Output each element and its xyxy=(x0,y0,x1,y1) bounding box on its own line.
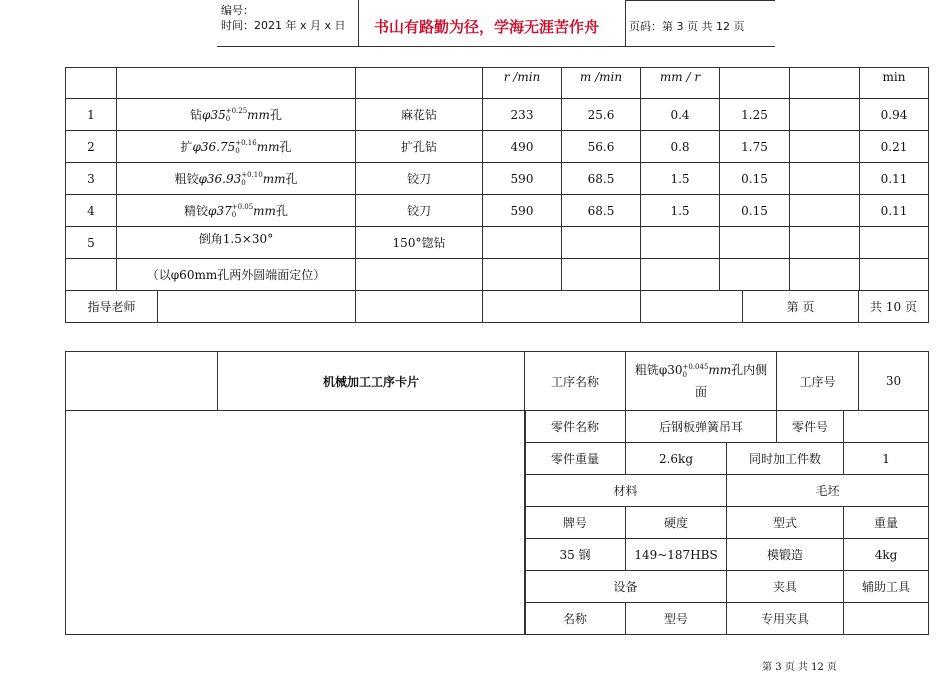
cutting-speed: 25.6 xyxy=(562,99,641,131)
step-desc xyxy=(117,99,356,131)
tol-up: +0.25 xyxy=(225,107,248,116)
part-no-label: 零件号 xyxy=(777,411,844,443)
cell xyxy=(117,68,356,99)
spindle-speed: 233 xyxy=(483,99,562,131)
cell xyxy=(720,227,790,259)
part-no xyxy=(844,411,929,443)
material-label: 材料 xyxy=(525,475,727,507)
cell xyxy=(641,227,720,259)
process-name-label: 工序名称 xyxy=(525,352,626,411)
tolerance xyxy=(226,107,247,123)
table-row xyxy=(66,227,929,259)
step-no: 2 xyxy=(66,131,117,163)
process-name-suffix: 孔内侧 xyxy=(731,363,768,377)
tolerance xyxy=(241,171,262,187)
tolerance xyxy=(683,363,709,379)
process-steps-table xyxy=(65,67,929,291)
table-row xyxy=(66,131,929,163)
equipment-model-label: 型号 xyxy=(626,603,727,635)
cell xyxy=(66,68,117,99)
header-page-info: 页码：第 3 页 共 12 页 xyxy=(629,20,745,33)
hardness-label: 硬度 xyxy=(626,507,727,539)
step-desc xyxy=(117,131,356,163)
tol-up: +0.16 xyxy=(235,139,257,148)
header-date: 时间：2021 年 x 月 x 日 xyxy=(221,19,346,32)
cutting-speed: 56.6 xyxy=(562,131,641,163)
process-name-prefix: 粗铣φ30 xyxy=(634,363,683,377)
part-weight-label: 零件重量 xyxy=(525,443,626,475)
depth: 0.15 xyxy=(720,163,790,195)
cell xyxy=(66,352,218,411)
cell xyxy=(720,68,790,99)
tool: 麻花钻 xyxy=(356,99,483,131)
cell xyxy=(356,259,483,291)
part-name: 后钢板弹簧吊耳 xyxy=(626,411,777,443)
instructor-label: 指导老师 xyxy=(66,291,158,323)
step-suffix: 孔 xyxy=(275,203,288,218)
cell xyxy=(356,68,483,99)
step-phi: φ36.93 xyxy=(198,171,242,186)
fixture-type: 专用夹具 xyxy=(727,603,844,635)
positioning-note: （以φ60mm孔两外圆端面定位） xyxy=(117,259,356,291)
table-row xyxy=(66,259,929,291)
card-title: 机械加工工序卡片 xyxy=(218,352,525,411)
equipment-label: 设备 xyxy=(525,571,727,603)
part-info-table xyxy=(524,410,929,635)
feed: 1.5 xyxy=(641,195,720,227)
tol-low: 0 xyxy=(682,370,687,379)
hardness: 149~187HBS xyxy=(626,539,727,571)
step-no: 3 xyxy=(66,163,117,195)
blank-label: 毛坯 xyxy=(727,475,929,507)
process-name-unit: mm xyxy=(708,363,732,377)
header-divider xyxy=(358,0,359,46)
grade-label: 牌号 xyxy=(525,507,626,539)
step-no: 5 xyxy=(66,227,117,259)
step-desc xyxy=(117,195,356,227)
feed: 0.8 xyxy=(641,131,720,163)
simultaneous-label: 同时加工件数 xyxy=(727,443,844,475)
fixture-label: 夹具 xyxy=(727,571,844,603)
process-no-label: 工序号 xyxy=(777,352,859,411)
header-number: 编号： xyxy=(221,4,254,17)
time: 0.94 xyxy=(860,99,929,131)
feed: 0.4 xyxy=(641,99,720,131)
step-suffix: 孔 xyxy=(279,139,292,154)
spindle-speed: 590 xyxy=(483,195,562,227)
units-row xyxy=(66,68,929,99)
page-label: 第 页 xyxy=(743,291,859,323)
step-suffix: 孔 xyxy=(285,171,298,186)
time: 0.21 xyxy=(860,131,929,163)
aux-tool-label: 辅助工具 xyxy=(844,571,929,603)
tol-up: +0.045 xyxy=(682,362,709,371)
step-prefix: 粗铰 xyxy=(174,171,199,186)
blank-type-label: 型式 xyxy=(727,507,844,539)
process-name xyxy=(626,352,777,411)
cell xyxy=(790,68,860,99)
step-desc xyxy=(117,163,356,195)
step-unit: mm xyxy=(262,171,286,186)
unit-cut-speed: m /min xyxy=(562,68,641,99)
total-pages-label: 共 10 页 xyxy=(859,291,929,323)
cell xyxy=(790,163,860,195)
tol-low: 0 xyxy=(231,211,237,220)
step-unit: mm xyxy=(256,139,280,154)
header-top-line xyxy=(625,0,775,1)
step-prefix: 扩 xyxy=(180,139,193,154)
step-no: 1 xyxy=(66,99,117,131)
header-motto: 书山有路勤为径，学海无涯苦作舟 xyxy=(374,18,600,36)
cell xyxy=(562,227,641,259)
header-divider xyxy=(625,0,626,46)
step-unit: mm xyxy=(253,203,276,218)
process-name-suffix2: 面 xyxy=(694,385,707,399)
cell xyxy=(790,131,860,163)
process-steps-footer xyxy=(65,290,929,323)
step-unit: mm xyxy=(247,107,270,122)
spindle-speed: 490 xyxy=(483,131,562,163)
cell xyxy=(790,195,860,227)
tolerance xyxy=(235,139,256,155)
step-phi: φ36.75 xyxy=(192,139,236,154)
tol-low: 0 xyxy=(235,147,240,156)
unit-feed: mm / r xyxy=(641,68,720,99)
tolerance xyxy=(232,203,253,219)
tol-low: 0 xyxy=(241,179,246,188)
cell xyxy=(790,99,860,131)
cell xyxy=(641,259,720,291)
header-bottom-line xyxy=(217,46,775,47)
cell xyxy=(483,259,562,291)
blank-type: 模锻造 xyxy=(727,539,844,571)
part-name-label: 零件名称 xyxy=(525,411,626,443)
table-row xyxy=(66,163,929,195)
tol-up: +0.10 xyxy=(241,171,263,180)
cutting-speed: 68.5 xyxy=(562,163,641,195)
part-weight: 2.6kg xyxy=(626,443,727,475)
cell xyxy=(641,291,743,323)
cell xyxy=(483,291,641,323)
tool: 150°锪钻 xyxy=(356,227,483,259)
simultaneous-count: 1 xyxy=(844,443,929,475)
unit-speed: r /min xyxy=(483,68,562,99)
depth: 0.15 xyxy=(720,195,790,227)
grade: 35 钢 xyxy=(525,539,626,571)
cutting-speed: 68.5 xyxy=(562,195,641,227)
tool: 扩孔钻 xyxy=(356,131,483,163)
cell xyxy=(356,291,483,323)
feed: 1.5 xyxy=(641,163,720,195)
tool: 铰刀 xyxy=(356,163,483,195)
equipment-name-label: 名称 xyxy=(525,603,626,635)
depth: 1.25 xyxy=(720,99,790,131)
depth: 1.75 xyxy=(720,131,790,163)
table-row xyxy=(66,195,929,227)
blank-weight-label: 重量 xyxy=(844,507,929,539)
page-footer: 第 3 页 共 12 页 xyxy=(762,662,837,673)
process-no: 30 xyxy=(859,352,929,411)
cell xyxy=(860,227,929,259)
cell xyxy=(562,259,641,291)
step-phi: φ37 xyxy=(208,203,232,218)
cell xyxy=(844,603,929,635)
cell xyxy=(158,291,356,323)
cell xyxy=(860,259,929,291)
tool: 铰刀 xyxy=(356,195,483,227)
blank-weight: 4kg xyxy=(844,539,929,571)
cell xyxy=(483,227,562,259)
process-card-table xyxy=(65,351,929,411)
time: 0.11 xyxy=(860,195,929,227)
step-phi: φ35 xyxy=(202,107,226,122)
tol-up: +0.05 xyxy=(231,203,254,212)
cell xyxy=(790,259,860,291)
table-row xyxy=(66,99,929,131)
cell xyxy=(720,259,790,291)
sketch-area xyxy=(65,410,526,635)
time: 0.11 xyxy=(860,163,929,195)
tol-low: 0 xyxy=(225,115,231,124)
step-desc: 倒角1.5×30° xyxy=(117,227,356,259)
spindle-speed: 590 xyxy=(483,163,562,195)
step-suffix: 孔 xyxy=(269,107,282,122)
step-no: 4 xyxy=(66,195,117,227)
cell xyxy=(790,227,860,259)
cell xyxy=(66,259,117,291)
step-prefix: 钻 xyxy=(190,107,203,122)
unit-time: min xyxy=(860,68,929,99)
step-prefix: 精铰 xyxy=(184,203,209,218)
